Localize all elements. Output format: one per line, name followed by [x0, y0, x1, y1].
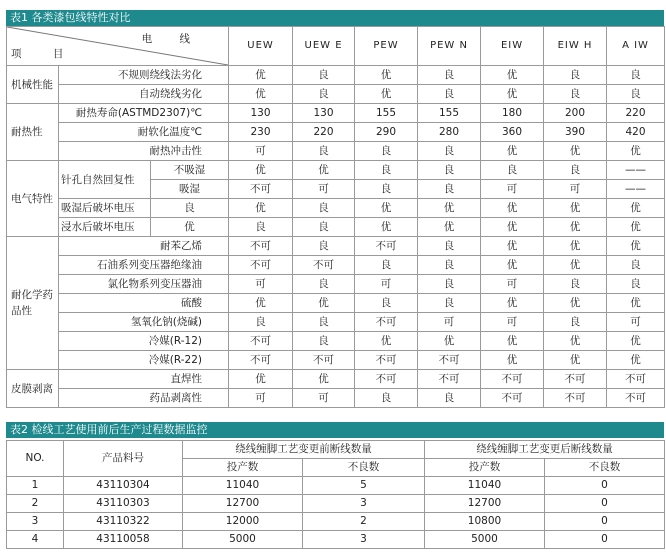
subheader-defect: 不良数 — [545, 459, 665, 477]
column-header-no: NO. — [7, 441, 64, 477]
category-heat: 耐热性 — [7, 104, 59, 161]
cell: 优 — [229, 85, 293, 104]
cell: 优 — [481, 351, 544, 370]
cell: 良 — [293, 313, 355, 332]
cell: 良 — [355, 256, 418, 275]
cell: 可 — [229, 275, 293, 294]
property-label: 针孔自然回复性 — [59, 161, 151, 199]
cell: 良 — [355, 294, 418, 313]
category-mechanical: 机械性能 — [7, 66, 59, 104]
cell: 优 — [355, 66, 418, 85]
cell: 良 — [418, 66, 481, 85]
sub-label: 优 — [151, 218, 229, 237]
cell: 优 — [481, 237, 544, 256]
cell: 优 — [481, 218, 544, 237]
cell-no: 2 — [7, 495, 64, 513]
table-row — [7, 477, 665, 495]
cell: 良 — [293, 85, 355, 104]
cell: 良 — [607, 275, 665, 294]
cell: 优 — [293, 294, 355, 313]
cell: 优 — [607, 351, 665, 370]
column-header: EIW H — [544, 27, 607, 66]
table-row — [7, 389, 665, 408]
cell: 优 — [544, 332, 607, 351]
sub-label: 良 — [151, 199, 229, 218]
cell: 优 — [544, 351, 607, 370]
cell-input-after: 12700 — [425, 495, 545, 513]
cell: 优 — [229, 161, 293, 180]
cell: 良 — [544, 313, 607, 332]
table-row — [7, 513, 665, 531]
cell: 良 — [418, 256, 481, 275]
cell: 不可 — [607, 389, 665, 408]
cell: 良 — [418, 389, 481, 408]
cell: 优 — [544, 237, 607, 256]
property-label: 药品剥离性 — [59, 389, 229, 408]
cell: —— — [607, 180, 665, 199]
cell: 优 — [544, 256, 607, 275]
cell: 130 — [293, 104, 355, 123]
column-header-part: 产品料号 — [64, 441, 183, 477]
cell: 可 — [481, 313, 544, 332]
cell: 良 — [418, 180, 481, 199]
diagonal-header-cell — [7, 27, 229, 66]
property-label: 硫酸 — [59, 294, 229, 313]
cell: 优 — [418, 218, 481, 237]
cell-defect-before: 5 — [303, 477, 425, 495]
property-label: 石油系列变压器绝缘油 — [59, 256, 229, 275]
table-row — [7, 199, 665, 218]
cell: 不可 — [607, 370, 665, 389]
cell: 良 — [293, 199, 355, 218]
cell: 可 — [229, 389, 293, 408]
cell: 优 — [481, 199, 544, 218]
table-row — [7, 256, 665, 275]
cell: 良 — [418, 237, 481, 256]
column-header: UEW — [229, 27, 293, 66]
property-label: 耐热冲击性 — [59, 142, 229, 161]
cell-input-after: 11040 — [425, 477, 545, 495]
property-label: 氢氧化钠(烧碱) — [59, 313, 229, 332]
cell: 优 — [229, 370, 293, 389]
cell: 可 — [544, 180, 607, 199]
property-label: 耐热寿命(ASTMD2307)℃ — [59, 104, 229, 123]
property-label: 不规则绕线法劣化 — [59, 66, 229, 85]
cell: 优 — [481, 66, 544, 85]
cell: 优 — [544, 218, 607, 237]
cell-part: 43110303 — [64, 495, 183, 513]
cell: 不可 — [544, 389, 607, 408]
cell: 可 — [229, 142, 293, 161]
subheader-input: 投产数 — [425, 459, 545, 477]
table-row — [7, 351, 665, 370]
cell: 155 — [418, 104, 481, 123]
cell-input-before: 5000 — [183, 531, 303, 549]
cell: 180 — [481, 104, 544, 123]
cell: 130 — [229, 104, 293, 123]
cell: 优 — [229, 294, 293, 313]
cell: 优 — [544, 142, 607, 161]
property-label: 氯化物系列变压器油 — [59, 275, 229, 294]
cell: 不可 — [229, 180, 293, 199]
cell: 优 — [355, 199, 418, 218]
cell-input-before: 11040 — [183, 477, 303, 495]
cell: 不可 — [229, 237, 293, 256]
cell: 360 — [481, 123, 544, 142]
cell-part: 43110058 — [64, 531, 183, 549]
property-label: 冷媒(R-12) — [59, 332, 229, 351]
cell: 良 — [293, 237, 355, 256]
table-row — [7, 237, 665, 256]
cell: 不可 — [229, 332, 293, 351]
cell: 可 — [293, 389, 355, 408]
column-header: UEW E — [293, 27, 355, 66]
table-row — [7, 370, 665, 389]
group-header-before: 绕线缠脚工艺变更前断线数量 — [183, 441, 425, 459]
cell: 优 — [355, 218, 418, 237]
cell: 优 — [418, 332, 481, 351]
cell: 良 — [293, 218, 355, 237]
cell: 230 — [229, 123, 293, 142]
cell: 优 — [293, 370, 355, 389]
cell: 良 — [293, 275, 355, 294]
category-stripping: 皮膜剥离 — [7, 370, 59, 408]
table-row — [7, 218, 665, 237]
cell: 可 — [607, 313, 665, 332]
cell-input-after: 10800 — [425, 513, 545, 531]
cell-no: 3 — [7, 513, 64, 531]
cell: 良 — [355, 389, 418, 408]
cell: —— — [607, 161, 665, 180]
column-header: A IW — [607, 27, 665, 66]
cell: 优 — [481, 85, 544, 104]
table1-caption: 表1 各类漆包线特性对比 — [6, 10, 664, 26]
property-label: 耐软化温度℃ — [59, 123, 229, 142]
table-row — [7, 161, 665, 180]
cell: 不可 — [293, 351, 355, 370]
table-row — [7, 294, 665, 313]
cell-no: 1 — [7, 477, 64, 495]
property-label: 浸水后破坏电压 — [59, 218, 151, 237]
cell: 可 — [481, 275, 544, 294]
cell: 220 — [293, 123, 355, 142]
property-label: 耐苯乙烯 — [59, 237, 229, 256]
cell: 良 — [544, 66, 607, 85]
header-wire-label: 电 线 — [141, 33, 203, 45]
cell: 不可 — [481, 389, 544, 408]
table-row — [7, 332, 665, 351]
cell: 优 — [544, 294, 607, 313]
cell: 420 — [607, 123, 665, 142]
property-label: 自动绕线劣化 — [59, 85, 229, 104]
cell: 良 — [544, 85, 607, 104]
cell: 不可 — [544, 370, 607, 389]
cell: 良 — [293, 66, 355, 85]
cell: 优 — [355, 85, 418, 104]
table2-caption: 表2 检线工艺使用前后生产过程数据监控 — [6, 422, 664, 438]
cell: 良 — [355, 161, 418, 180]
cell: 良 — [293, 142, 355, 161]
cell: 优 — [481, 142, 544, 161]
property-label: 吸湿后破坏电压 — [59, 199, 151, 218]
header-item-label: 项 目 — [11, 48, 78, 60]
cell-defect-after: 0 — [545, 531, 665, 549]
group-header-after: 绕线缠脚工艺变更后断线数量 — [425, 441, 665, 459]
cell: 优 — [418, 199, 481, 218]
cell: 优 — [229, 66, 293, 85]
column-header: EIW — [481, 27, 544, 66]
table-row — [7, 85, 665, 104]
cell: 不可 — [481, 370, 544, 389]
table-row — [7, 123, 665, 142]
cell: 良 — [418, 161, 481, 180]
table-row — [7, 313, 665, 332]
cell: 良 — [544, 161, 607, 180]
cell: 优 — [481, 294, 544, 313]
cell: 不可 — [418, 370, 481, 389]
cell: 不可 — [293, 256, 355, 275]
cell: 不可 — [355, 370, 418, 389]
cell: 良 — [418, 85, 481, 104]
category-chemical: 耐化学药品性 — [7, 237, 59, 370]
cell: 良 — [418, 294, 481, 313]
cell: 良 — [293, 332, 355, 351]
subheader-input: 投产数 — [183, 459, 303, 477]
column-header: PEW N — [418, 27, 481, 66]
cell: 优 — [229, 199, 293, 218]
cell: 390 — [544, 123, 607, 142]
cell: 优 — [481, 256, 544, 275]
cell: 优 — [607, 237, 665, 256]
cell: 不可 — [229, 351, 293, 370]
cell-defect-after: 0 — [545, 495, 665, 513]
production-monitoring-table — [6, 440, 665, 549]
cell: 良 — [607, 66, 665, 85]
cell: 优 — [607, 142, 665, 161]
cell-input-before: 12000 — [183, 513, 303, 531]
cell: 良 — [544, 275, 607, 294]
cell: 优 — [607, 199, 665, 218]
cell: 不可 — [355, 313, 418, 332]
column-header: PEW — [355, 27, 418, 66]
wire-properties-table — [6, 26, 665, 408]
table-row — [7, 495, 665, 513]
cell: 200 — [544, 104, 607, 123]
cell: 不可 — [418, 351, 481, 370]
cell: 优 — [544, 199, 607, 218]
cell: 不可 — [355, 237, 418, 256]
cell: 155 — [355, 104, 418, 123]
cell-part: 43110322 — [64, 513, 183, 531]
cell: 优 — [607, 218, 665, 237]
cell-defect-after: 0 — [545, 477, 665, 495]
cell: 不可 — [355, 351, 418, 370]
table2-header-row — [7, 441, 665, 459]
table-row — [7, 66, 665, 85]
cell-input-before: 12700 — [183, 495, 303, 513]
table-row — [7, 104, 665, 123]
cell: 可 — [418, 313, 481, 332]
property-label: 冷媒(R-22) — [59, 351, 229, 370]
cell: 可 — [481, 180, 544, 199]
cell: 良 — [355, 142, 418, 161]
sub-label: 不吸湿 — [151, 161, 229, 180]
cell-input-after: 5000 — [425, 531, 545, 549]
cell: 良 — [481, 161, 544, 180]
cell: 290 — [355, 123, 418, 142]
property-label: 直焊性 — [59, 370, 229, 389]
cell: 良 — [229, 218, 293, 237]
cell-defect-before: 3 — [303, 495, 425, 513]
cell: 优 — [481, 332, 544, 351]
cell: 良 — [607, 85, 665, 104]
cell: 优 — [607, 332, 665, 351]
cell: 良 — [607, 256, 665, 275]
cell: 优 — [355, 332, 418, 351]
table-row — [7, 531, 665, 549]
cell: 可 — [293, 180, 355, 199]
cell: 280 — [418, 123, 481, 142]
table-row — [7, 142, 665, 161]
table1-header-row — [7, 27, 665, 66]
cell: 良 — [355, 180, 418, 199]
cell: 220 — [607, 104, 665, 123]
cell-defect-after: 0 — [545, 513, 665, 531]
subheader-defect: 不良数 — [303, 459, 425, 477]
cell: 良 — [418, 142, 481, 161]
cell-defect-before: 3 — [303, 531, 425, 549]
cell-defect-before: 2 — [303, 513, 425, 531]
category-electrical: 电气特性 — [7, 161, 59, 237]
cell-part: 43110304 — [64, 477, 183, 495]
cell: 优 — [293, 161, 355, 180]
cell-no: 4 — [7, 531, 64, 549]
sub-label: 吸湿 — [151, 180, 229, 199]
cell: 良 — [229, 313, 293, 332]
cell: 优 — [607, 294, 665, 313]
table-row — [7, 275, 665, 294]
cell: 不可 — [229, 256, 293, 275]
cell: 可 — [355, 275, 418, 294]
cell: 良 — [418, 275, 481, 294]
